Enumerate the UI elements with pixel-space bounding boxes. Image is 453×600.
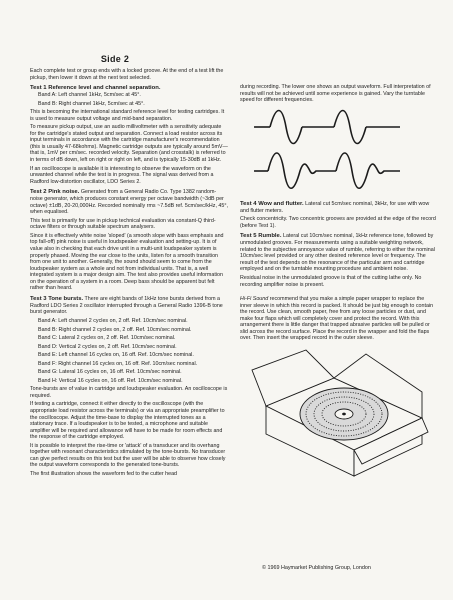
page-title: Side 2 [100, 54, 130, 64]
test2-paragraph: This test is primarily for use in pickup technical evaluation via constant-Q third-octave filters or through suitable spectrum analysers. [30, 217, 216, 231]
test1-paragraph: To measure pickup output, use an audio millivoltmeter with a sensitivity adequate for the cartridge's stated output and separation. Connect a load resistor across its input terminals in accordance with the cartridge manufacturer's recommendation (this is usually 47-68kohms). Magnetic cartridge outputs are typically around 5mV—that is, 1mV per cm/sec. recorded velocity. Separation (and crosstalk) is referred to in terms of dB down, left on right or right on left, and is typically 15-30dB at 1kHz. [30, 124, 228, 164]
test1-paragraph: This is becoming the international standard reference level for testing cartridges. It is used to measure output voltage and mid-band separation. [30, 109, 225, 122]
output-waveform [254, 153, 400, 188]
test3-section [30, 296, 228, 478]
test1-paragraph: If an oscilloscope is available it is interesting to observe the waveform on the unwanted channel while the test is in progress. The signal was derived from a Radford low-distortion oscillator, LDO Series 2. [30, 165, 214, 185]
test3-band: Band E: Left channel 16 cycles on, 16 off. Ref. 10cm/sec nominal. [38, 352, 194, 359]
copyright-notice: © 1969 Haymarket Publishing Group, London [262, 565, 371, 571]
record-wrapper-illustration [246, 348, 431, 488]
test3-paragraph: The first illustration shows the waveform fed to the cutter head [30, 470, 178, 477]
test2-lead: Generated from a General Radio Co. Type 1382 random-noise generator, which produces constant energy per octave bandwidth (~3dB per octave) ±1dB, 20-20,000Hz. Recorded nominally rms ~7.5dB ref. 5cm/sec/kHz, 45°, when equalised. [30, 189, 228, 216]
test3-band: Band H: Vertical 16 cycles on, 16 off. Ref. 10cm/sec nominal. [38, 377, 183, 384]
test1-heading: Test 1 Reference level and channel separation. [30, 85, 161, 92]
right-intro-paragraph: during recording. The lower one shows an output waveform. Full interpretation of results will not be achieved until some experience is gained. Vary the turntable speed for different frequencies. [240, 84, 431, 104]
test1-band-a: Band A: Left channel 1kHz, 5cm/sec at 45°. [38, 92, 141, 99]
test3-paragraph: If testing a cartridge, connect it either directly to the oscilloscope (with the appropriate load resistor across the terminals) or via an appropriate preamplifier to the oscilloscope. Adjust the time-base to display the interrupted tones as a stationary trace. If a loudspeaker is to be tested, a microphone and suitable amplifier will be required and allowance will have to be made for room effects and the response of the cartridge employed. [30, 401, 225, 441]
left-column [30, 54, 228, 479]
intro-paragraph: Each complete test or group ends with a locked groove. At the end of a test lift the pickup, then lower it down at the next test selected. [30, 68, 224, 81]
test3-band: Band A: Left channel 2 cycles on, 2 off. Ref. 10cm/sec nominal. [38, 317, 188, 324]
test3-lead: There are eight bands of 1kHz tone bursts derived from a Radford LDO Series 2 oscillator interrupted through a General Radio 1396-B tone burst generator. [30, 295, 223, 316]
test1-section [30, 85, 228, 185]
storage-text: recommend that you make a simple paper wrapper to replace the inner sleeve in which this record is packed. It should be just big enough to contain the record. Use clean, smooth paper, free from any loose particles or dust, and make four flaps which will completely cover and protect the record. With this arrangement there is little danger that trapped abrasive particles will be pulled or slid across the record surface. Place the record in the wrapper and fold the flaps over. Then insert the wrapped record in the outer sleeve. [240, 296, 434, 342]
test3-band: Band C: Lateral 2 cycles on, 2 off. Ref. 10cm/sec nominal. [38, 335, 176, 342]
input-waveform [254, 110, 400, 143]
test3-band: Band D: Vertical 2 cycles on, 2 off. Ref. 10cm/sec nominal. [38, 343, 177, 350]
test2-heading: Test 2 Pink noise. [30, 189, 80, 196]
test5-text: Lateral cut 10cm/sec nominal, 1kHz reference tone, followed by unmodulated grooves. For measurements using a suitable weighting network, related to the subjective annoyance value of rumble, referring to either the nominal 10cm/sec level provided or any other desired reference level or frequency. The result of the test depends on the resonance of the particular arm and cartridge employed and on the turntable mounting procedure and ambient noise. [240, 233, 435, 273]
test3-heading: Test 3 Tone bursts. [30, 295, 84, 302]
test4-heading: Test 4 Wow and flutter. [240, 200, 304, 207]
test2-paragraph: Since it is effectively white noise 'sloped' (a smooth slope with bass emphasis and top fall-off) pink noise is useful in loudspeaker evaluation and setting-up. It is of value also in checking that each drive unit in a multi-unit loudspeaker system is properly phased. Moving the ear close to the units, listen for a smooth transition from one unit to another. Generally, the sound should seem to come from the loudspeaker system as a whole and not from individual units. That is, a well integrated system is a major design aim. The test also provides useful information on the operation of a system in a room. Deep bass should be apparent but felt rather than heard. [30, 232, 224, 292]
test5-heading: Test 5 Rumble. [240, 233, 282, 240]
magazine-name: Hi-Fi Sound [240, 296, 269, 303]
test4-text: Lateral cut 5cm/sec nominal, 3kHz, for use with wow and flutter meters. [240, 200, 430, 214]
test4-section [240, 201, 436, 230]
test5-section [240, 233, 436, 288]
test1-band-b: Band B: Right channel 1kHz, 5cm/sec at 45°. [38, 100, 145, 107]
test3-band: Band B: Right channel 2 cycles on, 2 off. Ref. 10cm/sec nominal. [38, 326, 192, 333]
test5-paragraph: Residual noise in the unmodulated groove is that of the cutting lathe only. No recording amplifier noise is present. [240, 275, 422, 288]
storage-section [240, 296, 436, 342]
test3-paragraph: It is possible to interpret the rise-time or 'attack' of a transducer and its overhang together with resonant characteristics stimulated by the tone-bursts. No transducer can give perfect results on this test but the user will be able to observe how closely the output waveform corresponds to the generated tone-bursts. [30, 442, 226, 469]
right-column [240, 84, 436, 488]
test3-band: Band F: Right channel 16 cycles on, 16 off. Ref. 10cm/sec nominal. [38, 360, 198, 367]
test3-paragraph: Tone-bursts are of value in cartridge and loudspeaker evaluation. An oscilloscope is required. [30, 386, 228, 399]
test2-section [30, 189, 228, 292]
test3-band: Band G: Lateral 16 cycles on, 16 off. Ref. 10cm/sec nominal. [38, 369, 182, 376]
test4-paragraph: Check concentricity. Two concentric grooves are provided at the edge of the record (before Test 1). [240, 216, 436, 229]
tone-burst-waveform-figure [252, 107, 402, 197]
